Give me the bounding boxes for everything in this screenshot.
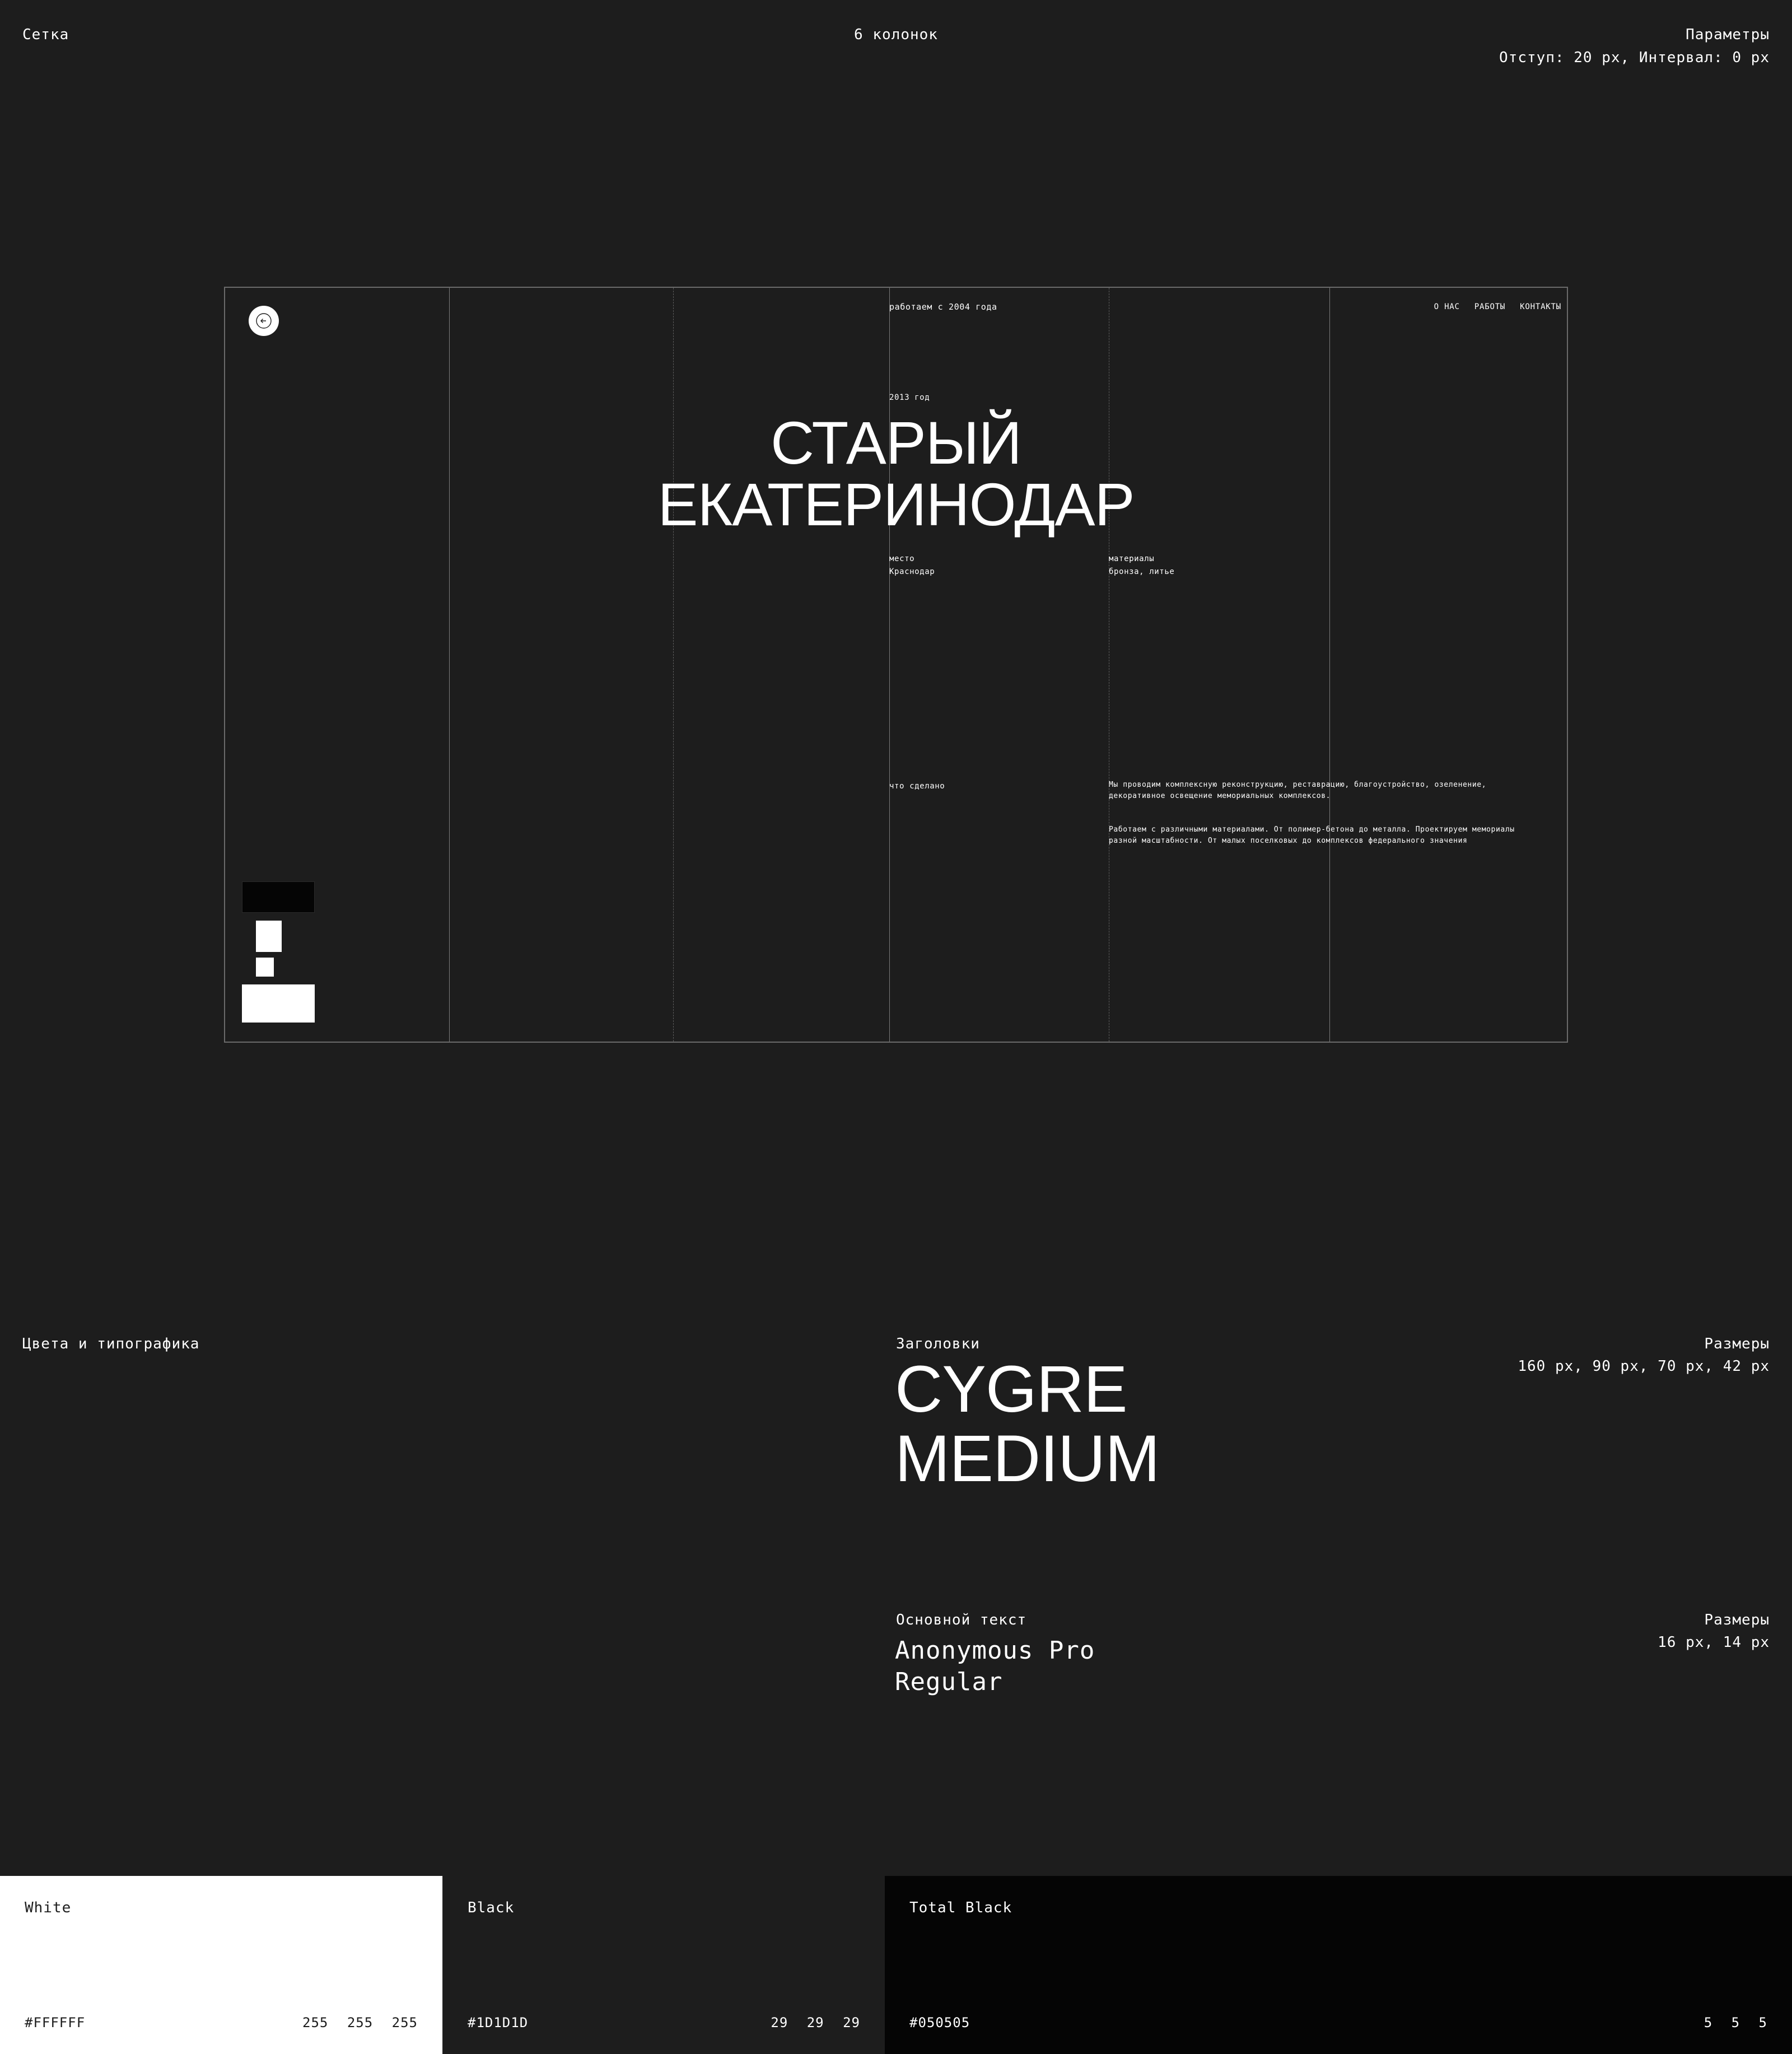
grid-section-label: Сетка <box>22 26 69 43</box>
body-font-line2: Regular <box>895 1668 1003 1697</box>
swatch-rgb-r: 255 <box>302 2015 329 2030</box>
swatch-rgb-b: 255 <box>391 2015 418 2030</box>
materials-key: материалы <box>1109 554 1155 563</box>
mockup-nav[interactable] <box>1434 301 1561 312</box>
body-text-label: Основной текст <box>896 1612 1027 1628</box>
color-swatch-black <box>442 1876 885 2054</box>
nav-item-contacts[interactable]: КОНТАКТЫ <box>1520 302 1561 311</box>
swatch-rgb-b: 29 <box>843 2015 860 2030</box>
swatch-rgb-g: 29 <box>806 2015 824 2030</box>
body-font-sample <box>895 1635 1095 1698</box>
swatch-rgb <box>292 2015 418 2030</box>
swatch-name: Black <box>468 1899 515 1916</box>
body-sizes-label: Размеры <box>1704 1612 1770 1628</box>
nav-item-about[interactable]: О НАС <box>1434 302 1460 311</box>
column-guide <box>1329 288 1330 1042</box>
grid-params-label: Параметры <box>1686 26 1770 43</box>
color-swatches <box>0 1876 1792 2054</box>
place-value: Краснодар <box>889 567 935 576</box>
headings-sizes-value: 160 px, 90 px, 70 px, 42 px <box>1518 1358 1770 1375</box>
swatch-hex: #FFFFFF <box>25 2015 86 2030</box>
description-paragraph-2: Работаем с различными материалами. От полимер-бетона до металла. Проектируем мемориалы разной масштабности. От малых поселковых до комплексов федерального значения <box>1109 825 1515 846</box>
swatch-rgb-r: 5 <box>1704 2015 1713 2030</box>
place-key: место <box>889 554 915 563</box>
swatch-name: Total Black <box>909 1899 1012 1916</box>
grid-params-value: Отступ: 20 px, Интервал: 0 px <box>1499 49 1770 66</box>
placeholder-block <box>256 958 274 977</box>
swatch-rgb <box>760 2015 860 2030</box>
column-guide <box>449 288 450 1042</box>
swatch-rgb-g: 255 <box>347 2015 374 2030</box>
nav-item-works[interactable]: РАБОТЫ <box>1474 302 1506 311</box>
swatch-rgb-b: 5 <box>1758 2015 1767 2030</box>
swatch-hex: #1D1D1D <box>468 2015 529 2030</box>
swatch-hex: #050505 <box>909 2015 970 2030</box>
hero-title <box>225 409 1567 539</box>
circle-arrow-icon[interactable] <box>249 306 279 336</box>
color-swatch-white <box>0 1876 442 2054</box>
color-swatch-total-black <box>885 1876 1792 2054</box>
swatch-name: White <box>25 1899 72 1916</box>
display-font-line1: CYGRE <box>895 1352 1127 1426</box>
display-font-line2: MEDIUM <box>895 1421 1160 1496</box>
project-year: 2013 год <box>889 393 930 402</box>
swatch-rgb-r: 29 <box>771 2015 788 2030</box>
hero-title-line2: ЕКАТЕРИНОДАР <box>657 470 1135 539</box>
swatch-rgb-g: 5 <box>1731 2015 1740 2030</box>
typography-section-label: Цвета и типографика <box>22 1336 200 1352</box>
placeholder-block <box>242 881 315 913</box>
since-text: работаем с 2004 года <box>889 302 997 312</box>
hero-title-line1: СТАРЫЙ <box>770 409 1022 477</box>
headings-sizes-label: Размеры <box>1704 1336 1770 1352</box>
description-paragraph-1: Мы проводим комплексную реконструкцию, реставрацию, благоустройство, озеленение, декоративное освещение мемориальных комплексов. <box>1109 781 1487 801</box>
headings-label: Заголовки <box>896 1336 980 1352</box>
column-guide <box>673 288 674 1042</box>
placeholder-block <box>256 921 282 952</box>
display-font-sample <box>895 1352 1160 1496</box>
materials-value: бронза, литье <box>1109 567 1175 576</box>
swatch-rgb <box>1694 2015 1767 2030</box>
body-font-line1: Anonymous Pro <box>895 1636 1095 1665</box>
placeholder-block <box>242 984 315 1023</box>
body-sizes-value: 16 px, 14 px <box>1658 1634 1770 1651</box>
done-key: что сделано <box>889 782 945 791</box>
grid-columns-label: 6 колонок <box>854 26 938 43</box>
website-mockup-frame <box>224 287 1568 1043</box>
